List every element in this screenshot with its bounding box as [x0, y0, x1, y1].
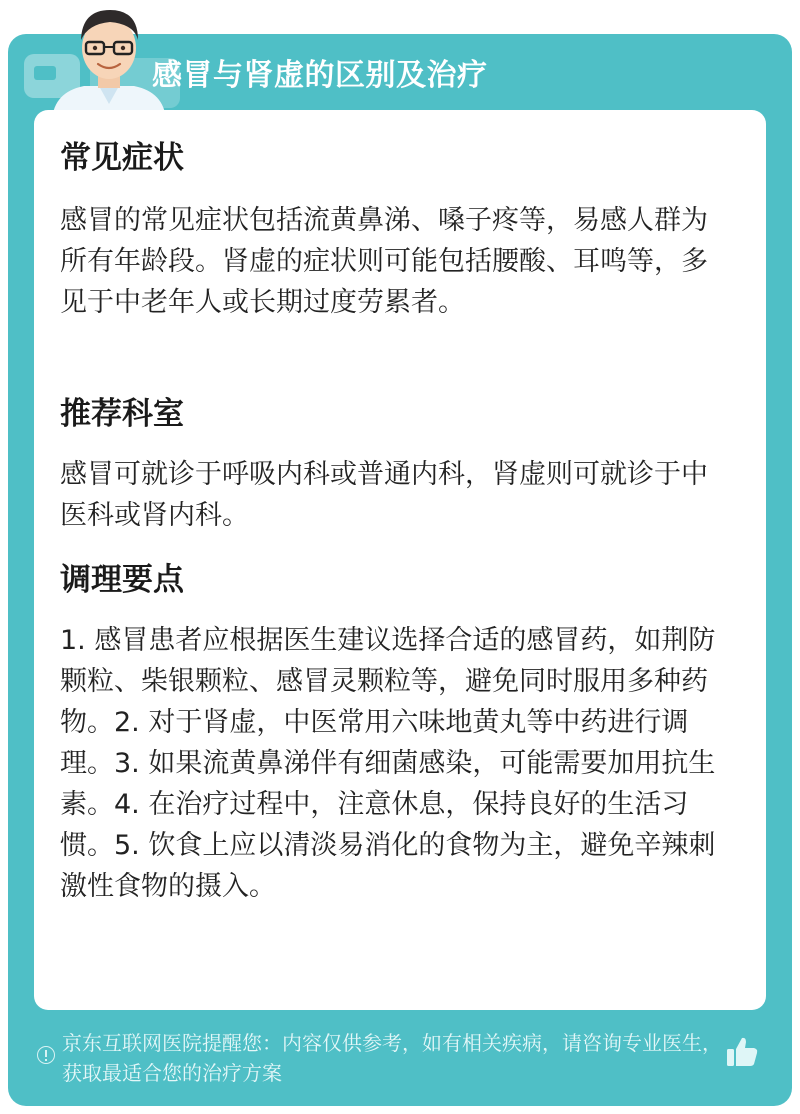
info-icon — [37, 1046, 55, 1064]
section-heading-departments: 推荐科室 — [60, 396, 184, 432]
page-title: 感冒与肾虚的区别及治疗 — [152, 58, 488, 93]
footer-disclaimer: 京东互联网医院提醒您：内容仅供参考，如有相关疾病，请咨询专业医生，获取最适合您的治疗方案 — [62, 1031, 722, 1085]
section-body-departments: 感冒可就诊于呼吸内科或普通内科，肾虚则可就诊于中医科或肾内科。 — [60, 459, 708, 531]
content-card — [34, 110, 766, 1010]
section-body-care: 1. 感冒患者应根据医生建议选择合适的感冒药，如荆防颗粒、柴银颗粒、感冒灵颗粒等，避免同时服用多种药物。2. 对于肾虚，中医常用六味地黄丸等中药进行调理。3. 如果流黄鼻涕伴有细菌感染，可能需要加用抗生素。4. 在治疗过程中，注意休息，保持良好的生活习惯。5. 饮食上应以清淡易消化的食物为主，避免辛辣刺激性食物的摄入。 — [60, 625, 716, 902]
section-heading-symptoms: 常见症状 — [60, 140, 184, 176]
section-heading-care: 调理要点 — [60, 562, 184, 598]
thumbs-up-icon[interactable] — [724, 1034, 760, 1070]
section-body-symptoms: 感冒的常见症状包括流黄鼻涕、嗓子疼等，易感人群为所有年龄段。肾虚的症状则可能包括腰酸、耳鸣等，多见于中老年人或长期过度劳累者。 — [60, 205, 708, 318]
